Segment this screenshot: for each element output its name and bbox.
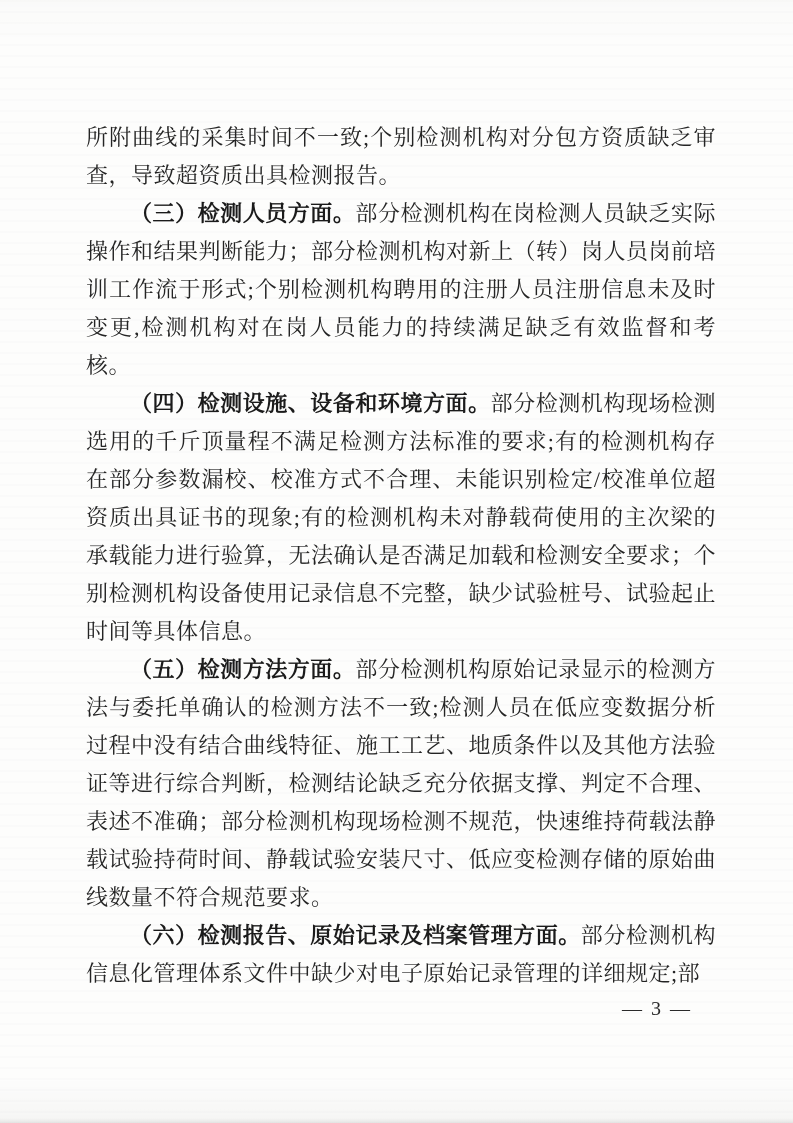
paragraph-section-4 — [86, 385, 716, 651]
paragraph-section-5 — [86, 651, 716, 917]
paragraph-text: 部分检测机构原始记录显示的检测方法与委托单确认的检测方法不一致;检测人员在低应变数据分析过程中没有结合曲线特征、施工工艺、地质条件以及其他方法验证等进行综合判断，检测结论缺乏充分依据支撑、判定不合理、表述不准确；部分检测机构现场检测不规范，快速维持荷载法静载试验持荷时间、静载试验安装尺寸、低应变检测存储的原始曲线数量不符合规范要求。 — [86, 657, 717, 910]
paragraph-text: 部分检测机构信息化管理体系文件中缺少对电子原始记录管理的详细规定;部 — [86, 923, 716, 986]
paragraph-continuation — [86, 119, 716, 195]
paragraph-text: 部分检测机构在岗检测人员缺乏实际操作和结果判断能力；部分检测机构对新上（转）岗人员岗前培训工作流于形式;个别检测机构聘用的注册人员注册信息未及时变更,检测机构对在岗人员能力的持续满足缺乏有效监督和考核。 — [86, 201, 717, 378]
section-heading: （三）检测人员方面。 — [130, 201, 356, 226]
paragraph-text: 所附曲线的采集时间不一致;个别检测机构对分包方资质缺乏审查，导致超资质出具检测报告。 — [86, 125, 716, 188]
document-body — [86, 119, 716, 993]
paragraph-section-3 — [86, 195, 716, 385]
paragraph-text: 部分检测机构现场检测选用的千斤顶量程不满足检测方法标准的要求;有的检测机构存在部分参数漏校、校准方式不合理、未能识别检定/校准单位超资质出具证书的现象;有的检测机构未对静载荷使用的主次梁的承载能力进行验算，无法确认是否满足加载和检测安全要求；个别检测机构设备使用记录信息不完整，缺少试验桩号、试验起止时间等具体信息。 — [86, 391, 717, 644]
section-heading: （六）检测报告、原始记录及档案管理方面。 — [130, 923, 581, 948]
paragraph-section-6 — [86, 917, 716, 993]
page-number: — 3 — — [622, 998, 692, 1020]
scan-edge-artifact — [0, 1118, 793, 1123]
section-heading: （四）检测设施、设备和环境方面。 — [130, 391, 491, 416]
section-heading: （五）检测方法方面。 — [130, 657, 356, 682]
